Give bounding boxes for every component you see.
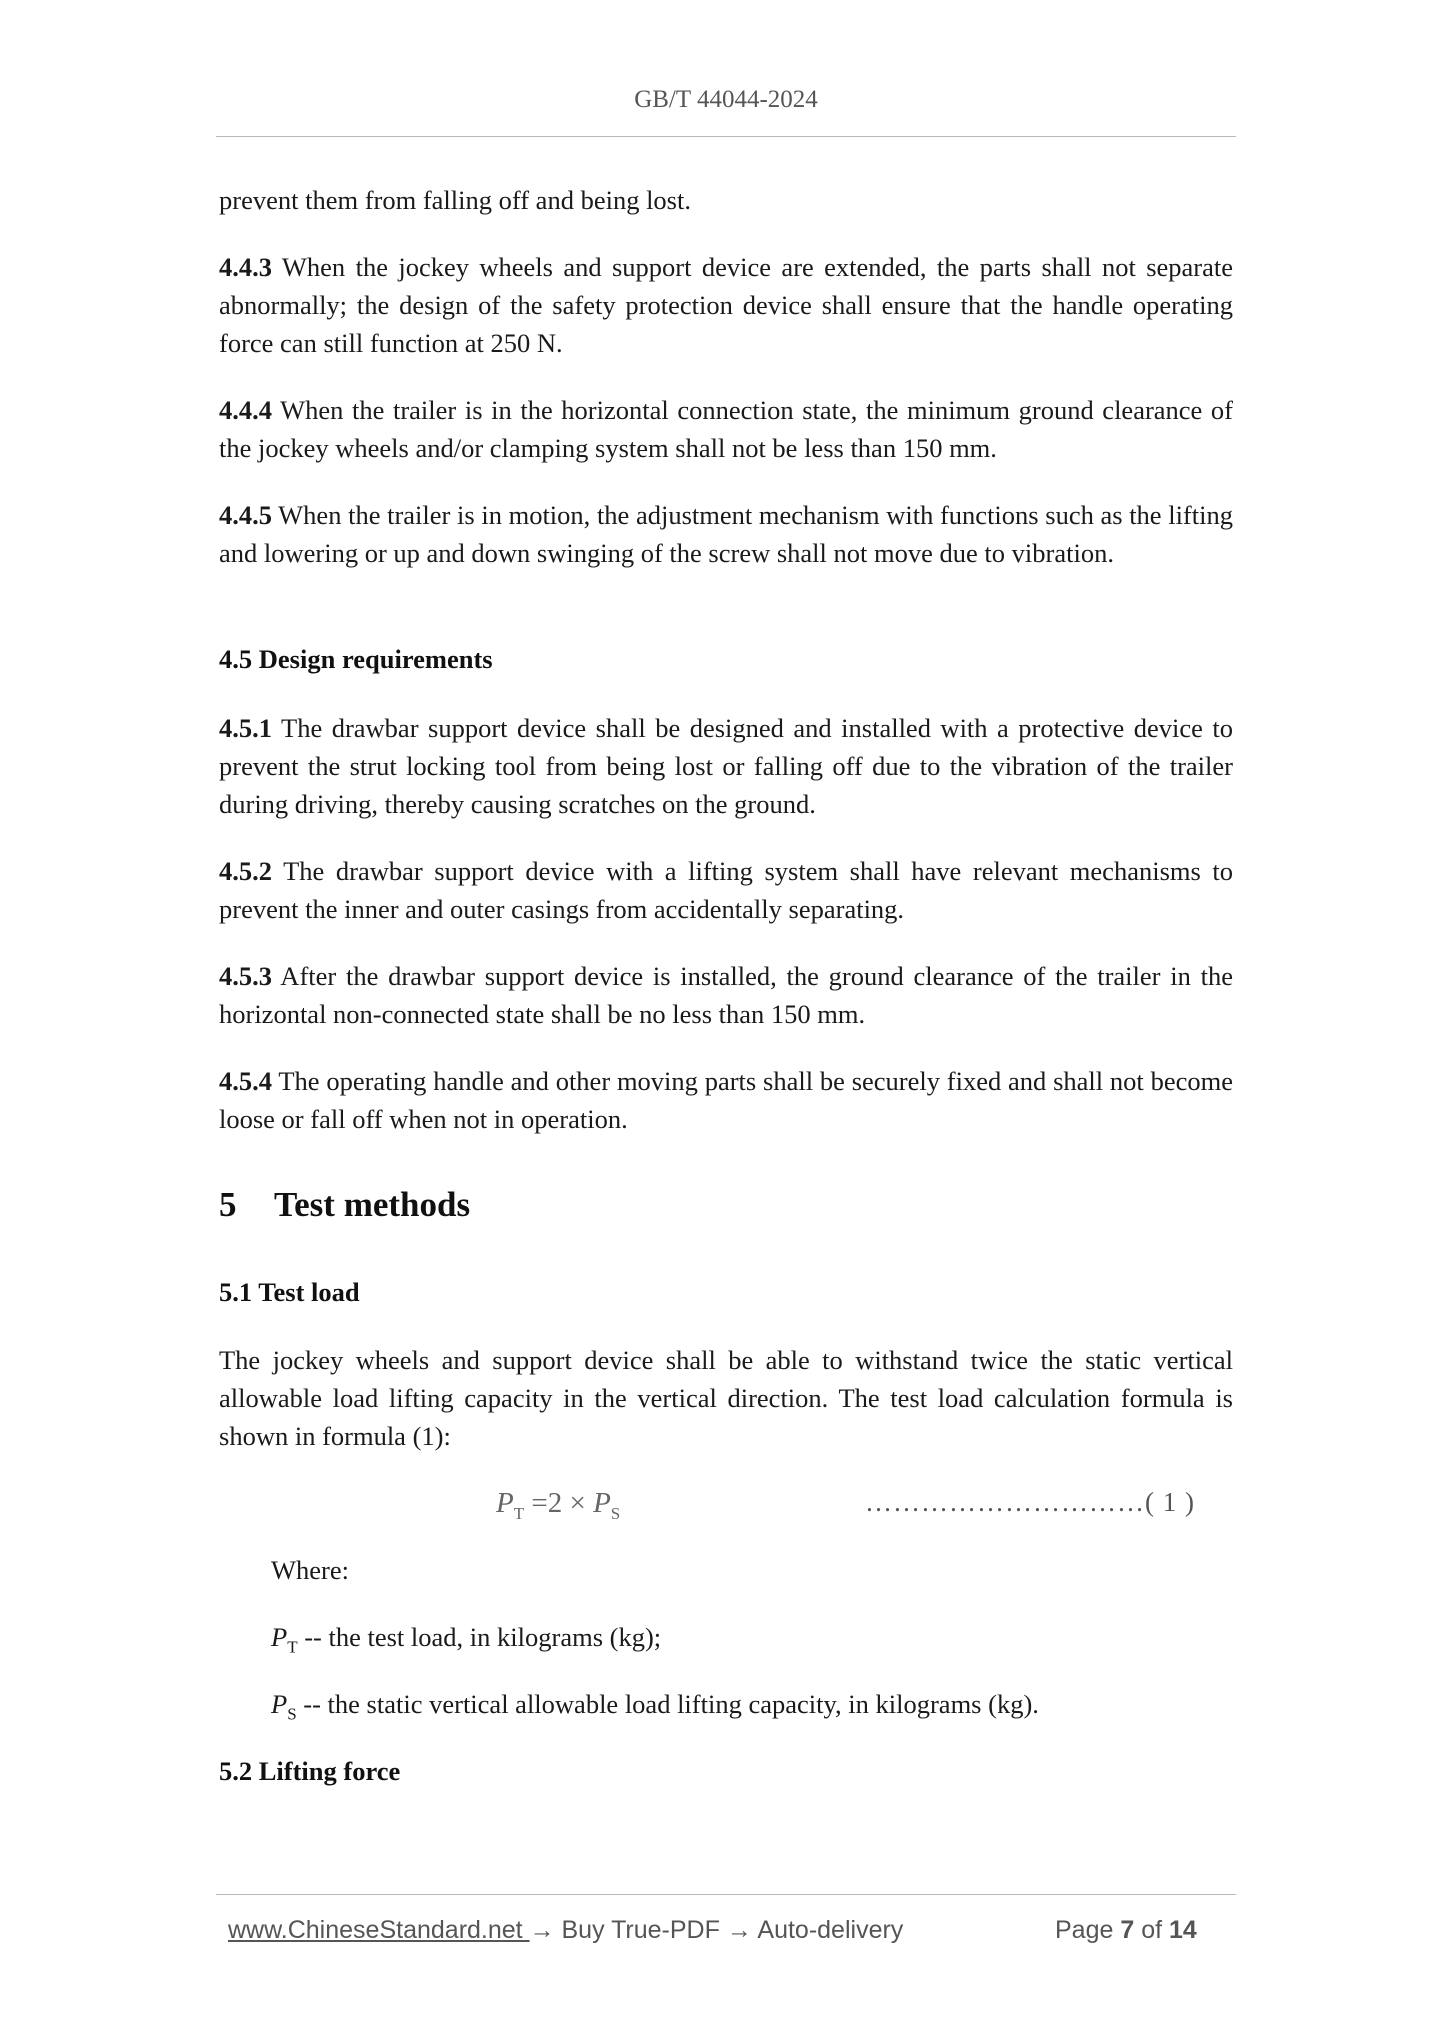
heading-5-2: 5.2 Lifting force xyxy=(219,1756,401,1786)
clause-text: When the trailer is in the horizontal connection state, the minimum ground clearance of the jockey wheels and/or clamping system shall not be less than 150 mm. xyxy=(219,395,1233,463)
footer-promo-text: → Buy True-PDF → Auto-delivery xyxy=(529,1916,904,1944)
website-link[interactable]: www.ChineseStandard.net xyxy=(228,1916,530,1944)
clause-number: 4.5.1 xyxy=(219,713,272,743)
where-item-ps: $P_S$ -- the static vertical allowable load lifting capacity, in kilograms (kg). xyxy=(271,1689,1039,1724)
clause-number: 4.5.2 xyxy=(219,856,272,886)
clause-number: 4.4.4 xyxy=(219,395,272,425)
clause-text: When the trailer is in motion, the adjustment mechanism with functions such as the lifting and lowering or up and down swinging of the screw shall not move due to vibration. xyxy=(219,500,1233,568)
section-number: 5 xyxy=(219,1185,237,1224)
clause-text: The drawbar support device with a lifting system shall have relevant mechanisms to prevent the inner and outer casings from accidentally separating. xyxy=(219,856,1233,924)
clause-4-5-4 xyxy=(219,1062,1233,1138)
page-number: Page 7 of 14 xyxy=(1055,1916,1197,1944)
clause-number: 4.4.5 xyxy=(219,500,272,530)
clause-text: After the drawbar support device is installed, the ground clearance of the trailer in the horizontal non-connected state shall be no less than 150 mm. xyxy=(219,961,1233,1029)
where-item-pt: $P_T$ -- the test load, in kilograms (kg); xyxy=(271,1622,662,1657)
section-title: Test methods xyxy=(274,1185,471,1224)
formula-1: $P_T =2 \times P_S$ xyxy=(496,1487,621,1523)
clause-4-4-5 xyxy=(219,496,1233,572)
clause-4-5-2 xyxy=(219,852,1233,928)
clause-4-5-1 xyxy=(219,709,1233,823)
footer-divider xyxy=(216,1894,1236,1895)
page-header: GB/T 44044-2024 xyxy=(634,86,818,113)
paragraph-continued: prevent them from falling off and being lost. xyxy=(219,185,691,215)
clause-number: 4.5.4 xyxy=(219,1066,272,1096)
heading-4-5: 4.5 Design requirements xyxy=(219,644,493,674)
where-label: Where: xyxy=(271,1555,349,1585)
header-divider xyxy=(216,136,1236,137)
current-page: 7 xyxy=(1120,1916,1135,1944)
clause-text: The operating handle and other moving parts shall be securely fixed and shall not become loose or fall off when not in operation. xyxy=(219,1066,1233,1134)
clause-4-4-4 xyxy=(219,391,1233,467)
paragraph-test-load: The jockey wheels and support device shall be able to withstand twice the static vertical allowable load lifting capacity in the vertical direction. The test load calculation formula is shown in formula (1): xyxy=(219,1345,1233,1451)
clause-4-4-3 xyxy=(219,248,1233,362)
clause-text: The drawbar support device shall be designed and installed with a protective device to prevent the strut locking tool from being lost or falling off due to the vibration of the trailer during driving, thereby causing scratches on the ground. xyxy=(219,713,1233,819)
clause-number: 4.4.3 xyxy=(219,252,272,282)
footer-promo xyxy=(228,1916,903,1945)
clause-4-5-3 xyxy=(219,957,1233,1033)
total-pages: 14 xyxy=(1169,1916,1197,1944)
clause-text: When the jockey wheels and support device are extended, the parts shall not separate abnormally; the design of the safety protection device shall ensure that the handle operating force can still function at 250 N. xyxy=(219,252,1233,358)
heading-5-1: 5.1 Test load xyxy=(219,1277,360,1307)
clause-number: 4.5.3 xyxy=(219,961,272,991)
heading-5 xyxy=(219,1185,470,1225)
formula-number: …………………………( 1 ) xyxy=(865,1487,1195,1517)
